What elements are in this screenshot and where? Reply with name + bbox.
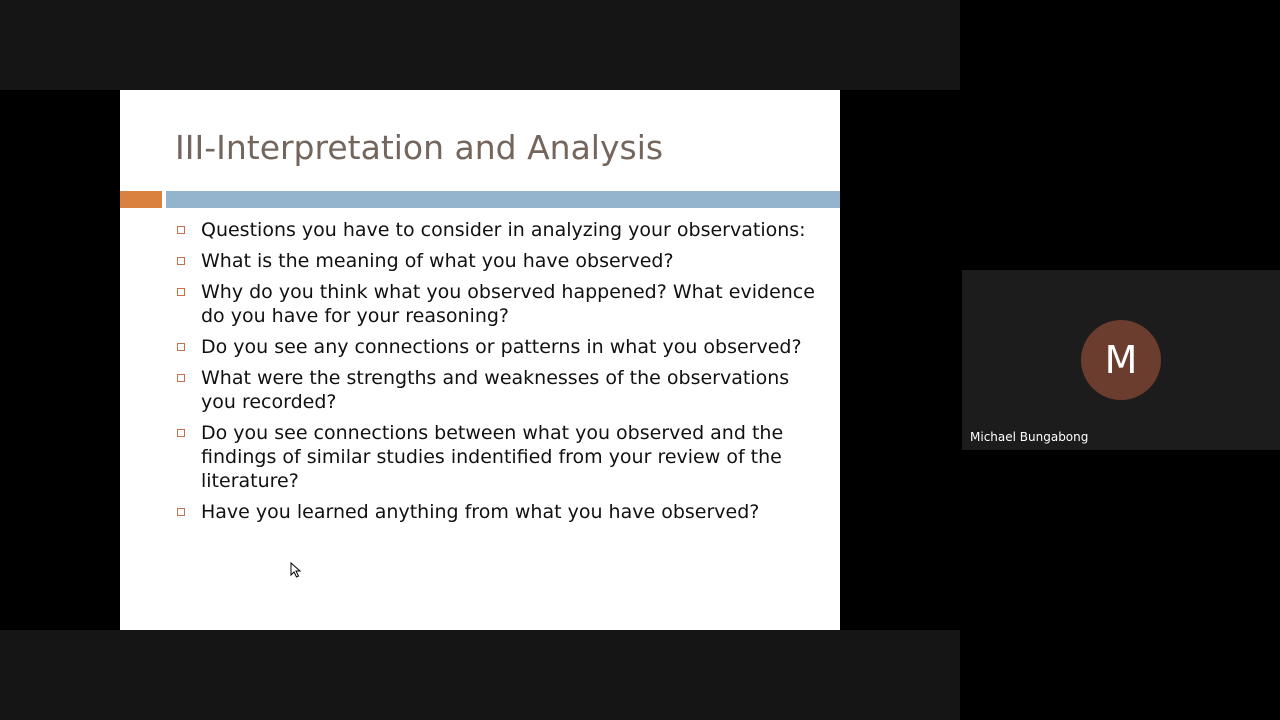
bullet-text: What is the meaning of what you have observed? xyxy=(201,250,674,272)
bullet-text: Questions you have to consider in analyzing your observations: xyxy=(201,219,806,241)
avatar: M xyxy=(1081,320,1161,400)
share-left-band xyxy=(0,90,120,630)
bullet-item xyxy=(176,218,816,242)
bullet-list xyxy=(176,218,816,531)
title-accent-orange-bar xyxy=(120,191,162,208)
square-bullet-icon xyxy=(177,257,185,265)
bullet-item xyxy=(176,335,816,359)
square-bullet-icon xyxy=(177,508,185,516)
square-bullet-icon xyxy=(177,374,185,382)
square-bullet-icon xyxy=(177,429,185,437)
participant-video-tile[interactable] xyxy=(962,270,1280,450)
square-bullet-icon xyxy=(177,226,185,234)
mouse-pointer-icon xyxy=(290,562,302,578)
title-accent-blue-bar xyxy=(166,191,840,208)
square-bullet-icon xyxy=(177,288,185,296)
bullet-text: Do you see connections between what you observed and the findings of similar studies indentified from your review of the literature? xyxy=(201,422,784,492)
bullet-text: Do you see any connections or patterns in what you observed? xyxy=(201,336,802,358)
bullet-text: Have you learned anything from what you have observed? xyxy=(201,501,760,523)
bullet-item xyxy=(176,280,816,328)
bullet-item xyxy=(176,421,816,493)
share-right-band xyxy=(840,90,960,630)
bullet-text: Why do you think what you observed happened? What evidence do you have for your reasoning? xyxy=(201,281,815,327)
bullet-item xyxy=(176,249,816,273)
participant-name: Michael Bungabong xyxy=(970,430,1089,444)
square-bullet-icon xyxy=(177,343,185,351)
slide-title: III-Interpretation and Analysis xyxy=(175,128,664,167)
share-bottom-band xyxy=(0,630,960,720)
bullet-item xyxy=(176,500,816,524)
share-top-band xyxy=(0,0,960,90)
bullet-text: What were the strengths and weaknesses of the observations you recorded? xyxy=(201,367,790,413)
bullet-item xyxy=(176,366,816,414)
shared-slide xyxy=(120,90,840,630)
